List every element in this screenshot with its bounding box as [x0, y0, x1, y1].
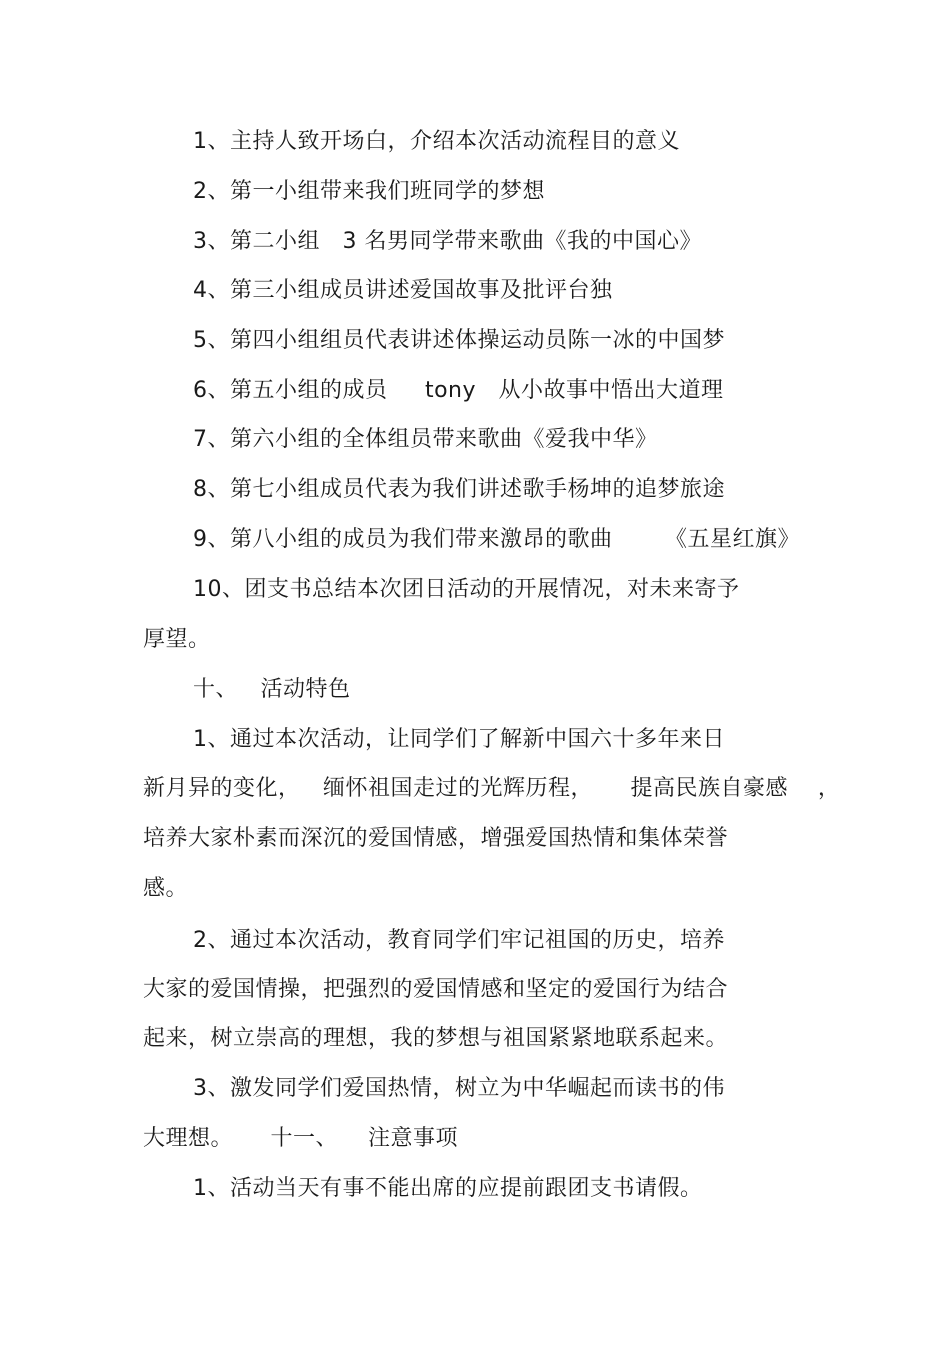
text-line: 厚望。 [143, 627, 211, 652]
text-line: 2、通过本次活动，教育同学们牢记祖国的历史，培养 [193, 928, 725, 953]
text-line: 4、第三小组成员讲述爱国故事及批评台独 [193, 278, 613, 303]
text-line: 10、团支书总结本次团日活动的开展情况，对未来寄予 [193, 577, 740, 602]
text-line: 1、活动当天有事不能出席的应提前跟团支书请假。 [193, 1176, 703, 1201]
text-line: 6、第五小组的成员 tony 从小故事中悟出大道理 [193, 378, 724, 403]
text-line: 大家的爱国情操，把强烈的爱国情感和坚定的爱国行为结合 [143, 977, 729, 1002]
text-line: 起来，树立崇高的理想，我的梦想与祖国紧紧地联系起来。 [143, 1026, 729, 1051]
text-line: 7、第六小组的全体组员带来歌曲《爱我中华》 [193, 427, 658, 452]
text-line: 5、第四小组组员代表讲述体操运动员陈一冰的中国梦 [193, 328, 725, 353]
text-line: 3、第二小组 3 名男同学带来歌曲《我的中国心》 [193, 229, 702, 254]
text-line: 感。 [143, 876, 189, 901]
text-line: 8、第七小组成员代表为我们讲述歌手杨坤的追梦旅途 [193, 477, 725, 502]
text-line: 1、通过本次活动，让同学们了解新中国六十多年来日 [193, 727, 725, 752]
section-heading: 大理想。 十一、 注意事项 [143, 1126, 458, 1151]
section-heading: 十、 活动特色 [193, 677, 351, 702]
text-line: 1、主持人致开场白，介绍本次活动流程目的意义 [193, 129, 680, 154]
text-line: 9、第八小组的成员为我们带来激昂的歌曲 《五星红旗》 [193, 527, 800, 552]
text-line: 新月异的变化， 缅怀祖国走过的光辉历程， 提高民族自豪感 ， [143, 776, 841, 801]
text-line: 3、激发同学们爱国热情，树立为中华崛起而读书的伟 [193, 1076, 725, 1101]
text-line: 2、第一小组带来我们班同学的梦想 [193, 179, 545, 204]
text-line: 培养大家朴素而深沉的爱国情感，增强爱国热情和集体荣誉 [143, 826, 729, 851]
